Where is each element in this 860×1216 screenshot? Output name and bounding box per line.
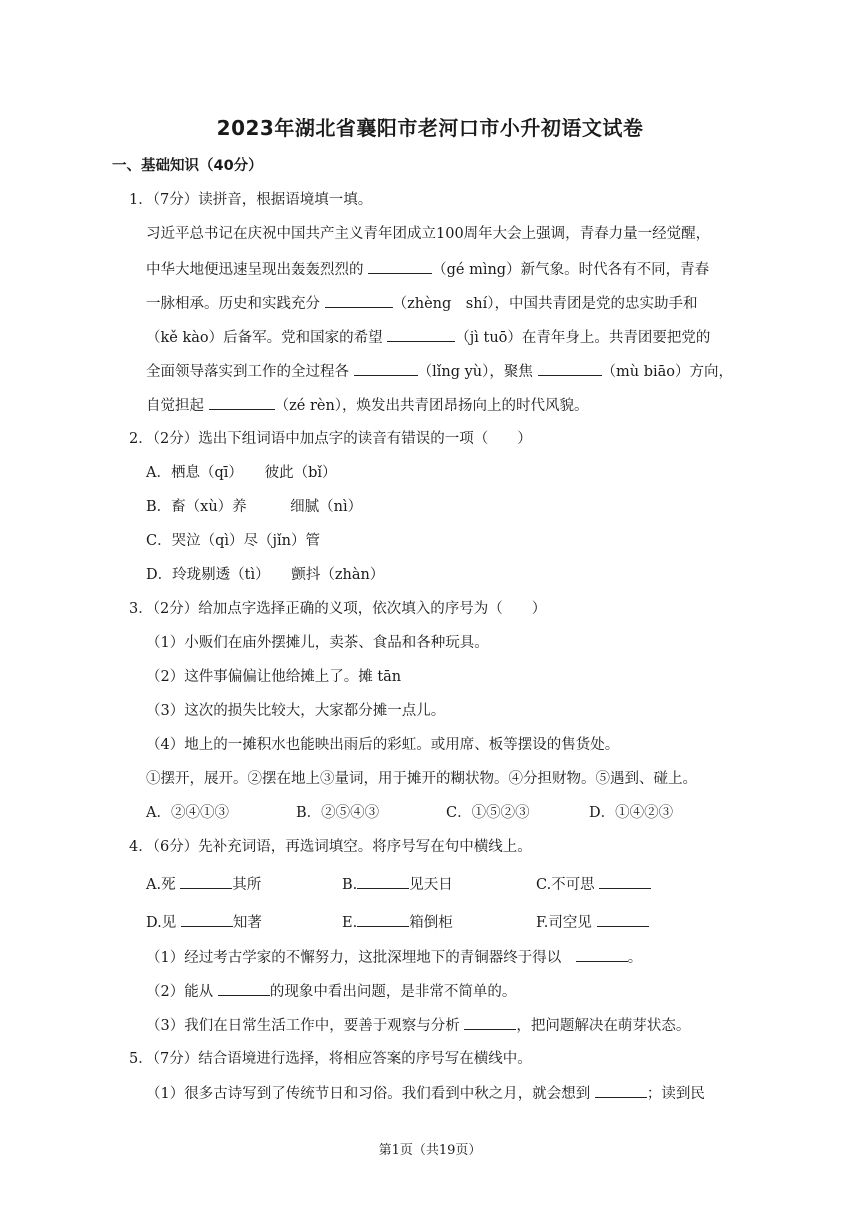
- q4-word-row-2: [146, 912, 649, 933]
- q3-option-a[interactable]: A．②④①③: [146, 805, 229, 821]
- page-footer: 第1页（共19页）: [378, 1143, 482, 1158]
- answer-blank[interactable]: [180, 874, 232, 889]
- q1-line-5: 全面领导落实到工作的全过程各 （lǐng yù），聚焦 （mù biāo）方向，: [146, 361, 733, 382]
- answer-blank[interactable]: [368, 259, 432, 274]
- answer-blank[interactable]: [576, 947, 628, 962]
- answer-blank[interactable]: [464, 1015, 516, 1030]
- q1-line-4: （kě kào）后备军。党和国家的希望 （jì tuō）在青年身上。共青团要把党的: [146, 327, 710, 348]
- q4-word-e: E. 箱倒柜: [342, 912, 536, 933]
- q5-heading: 5．（7分）结合语境进行选择，将相应答案的序号写在横线中。: [129, 1051, 532, 1067]
- q1-line-2: 中华大地便迅速呈现出轰轰烈烈的 （gé mìng）新气象。时代各有不同，青春: [146, 259, 709, 280]
- answer-blank[interactable]: [325, 293, 393, 308]
- q2-option-c[interactable]: C．哭泣（qì）尽（jǐn）管: [146, 533, 320, 549]
- q3-sentence-1: （1）小贩们在庙外摆摊儿，卖茶、食品和各种玩具。: [146, 635, 489, 651]
- q3-option-d[interactable]: D．①④②③: [589, 805, 674, 821]
- q3-meanings: ①摆开，展开。②摆在地上③量词，用于摊开的糊状物。④分担财物。⑤遇到、碰上。: [146, 771, 697, 787]
- q3-sentence-3: （3）这次的损失比较大，大家都分摊一点儿。: [146, 703, 446, 719]
- q4-sentence-1: （1）经过考古学家的不懈努力，这批深埋地下的青铜器终于得以 。: [146, 947, 642, 968]
- q4-word-b: B. 见天日: [342, 874, 536, 895]
- answer-blank[interactable]: [209, 395, 275, 410]
- q4-word-c: C.不可思: [536, 874, 651, 895]
- q5-sentence-1: （1）很多古诗写到了传统节日和习俗。我们看到中秋之月，就会想到 ；读到民: [146, 1083, 705, 1104]
- section-heading: 一、基础知识（40分）: [112, 158, 263, 174]
- q4-word-row-1: [146, 874, 651, 895]
- q4-sentence-2: （2）能从 的现象中看出问题，是非常不简单的。: [146, 981, 516, 1002]
- answer-blank[interactable]: [181, 912, 233, 927]
- q4-word-f: F.司空见: [536, 912, 649, 933]
- q2-option-d[interactable]: D．玲珑剔透（tì） 颤抖（zhàn）: [146, 567, 385, 583]
- q3-options: [146, 803, 673, 823]
- q4-word-d: D.见 知著: [146, 912, 342, 933]
- q3-option-b[interactable]: B．②⑤④③: [296, 805, 380, 821]
- answer-blank[interactable]: [599, 874, 651, 889]
- answer-blank[interactable]: [357, 912, 409, 927]
- q2-option-a[interactable]: A．栖息（qī） 彼此（bǐ）: [146, 465, 337, 481]
- q3-sentence-4: （4）地上的一摊积水也能映出雨后的彩虹。或用席、板等摆设的售货处。: [146, 737, 620, 753]
- q2-option-b[interactable]: B．畜（xù）养 细腻（nì）: [146, 499, 363, 515]
- q3-option-c[interactable]: C．①⑤②③: [446, 805, 530, 821]
- q1-heading: 1．（7分）读拼音，根据语境填一填。: [129, 192, 373, 208]
- q1-line-6: 自觉担起 （zé rèn），焕发出共青团昂扬向上的时代风貌。: [146, 395, 589, 416]
- q4-heading: 4．（6分）先补充词语，再选词填空。将序号写在句中横线上。: [129, 839, 532, 855]
- q2-heading: 2．（2分）选出下组词语中加点字的读音有错误的一项（ ）: [129, 431, 532, 447]
- answer-blank[interactable]: [387, 327, 455, 342]
- q3-sentence-2: （2）这件事偏偏让他给摊上了。摊 tān: [146, 669, 402, 685]
- q1-line-3: 一脉相承。历史和实践充分 （zhèng shí），中国共青团是党的忠实助手和: [146, 293, 697, 314]
- q4-word-a: A.死 其所: [146, 874, 342, 895]
- q1-line-1: 习近平总书记在庆祝中国共产主义青年团成立100周年大会上强调，青春力量一经觉醒，: [146, 226, 711, 242]
- answer-blank[interactable]: [597, 912, 649, 927]
- answer-blank[interactable]: [354, 361, 418, 376]
- answer-blank[interactable]: [538, 361, 602, 376]
- answer-blank[interactable]: [357, 874, 409, 889]
- q3-heading: 3．（2分）给加点字选择正确的义项，依次填入的序号为（ ）: [129, 601, 547, 617]
- answer-blank[interactable]: [218, 981, 270, 996]
- q4-sentence-3: （3）我们在日常生活工作中，要善于观察与分析 ，把问题解决在萌芽状态。: [146, 1015, 690, 1036]
- page-title: 2023年湖北省襄阳市老河口市小升初语文试卷: [216, 116, 644, 140]
- answer-blank[interactable]: [595, 1083, 647, 1098]
